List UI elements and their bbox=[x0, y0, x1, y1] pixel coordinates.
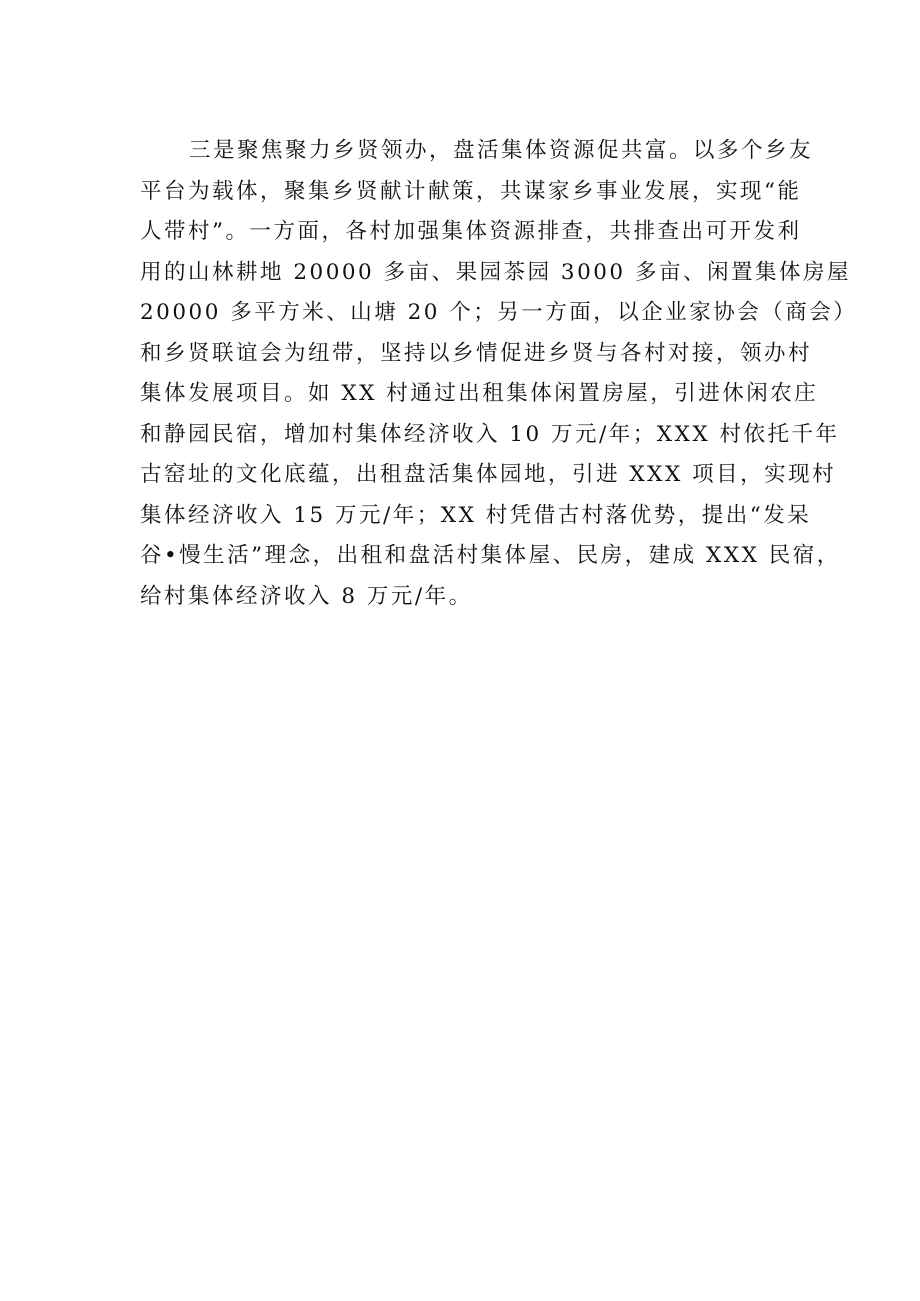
paragraph-line: 平台为载体，聚集乡贤献计献策，共谋家乡事业发展，实现“能 bbox=[140, 178, 802, 204]
paragraph-line: 和静园民宿，增加村集体经济收入 10 万元/年；XXX 村依托千年 bbox=[140, 421, 840, 447]
paragraph-line: 三是聚焦聚力乡贤领办，盘活集体资源促共富。以多个乡友 bbox=[189, 138, 814, 163]
paragraph-line: 用的山林耕地 20000 多亩、果园茶园 3000 多亩、闲置集体房屋 bbox=[140, 259, 851, 285]
paragraph-line: 古窑址的文化底蕴，出租盘活集体园地，引进 XXX 项目，实现村 bbox=[140, 462, 837, 487]
paragraph-line: 20000 多平方米、山塘 20 个；另一方面，以企业家协会（商会） bbox=[140, 300, 858, 325]
paragraph-line: 和乡贤联谊会为纽带，坚持以乡情促进乡贤与各村对接，领办村 bbox=[140, 340, 813, 366]
paragraph-line: 集体经济收入 15 万元/年；XX 村凭借古村落优势，提出“发呆 bbox=[140, 502, 812, 528]
paragraph-line: 集体发展项目。如 XX 村通过出租集体闲置房屋，引进休闲农庄 bbox=[140, 381, 819, 406]
paragraph-line: 给村集体经济收入 8 万元/年。 bbox=[140, 583, 473, 609]
paragraph-line: 谷•慢生活”理念，出租和盘活村集体屋、民房，建成 XXX 民宿， bbox=[140, 543, 841, 568]
paragraph-line: 人带村”。一方面，各村加强集体资源排查，共排查出可开发利 bbox=[140, 219, 802, 244]
body-paragraph bbox=[140, 131, 858, 617]
